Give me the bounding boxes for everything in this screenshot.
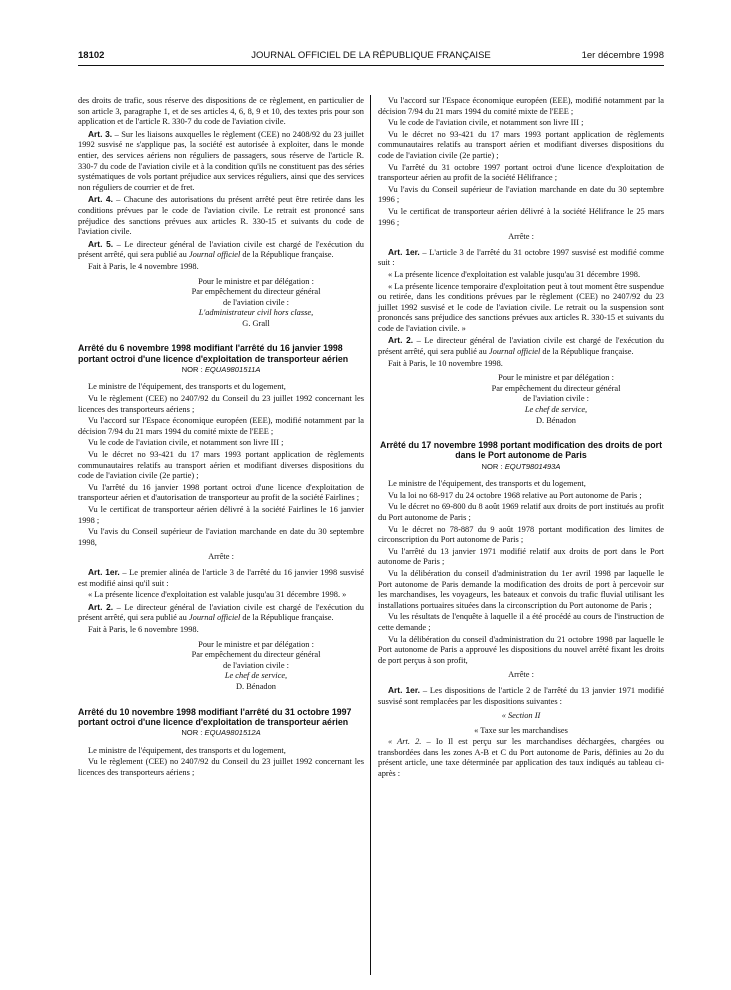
- article-text: de la République française.: [540, 347, 634, 357]
- signature-line: Par empêchement du directeur général: [491, 383, 621, 393]
- article-text: – Io Il est perçu sur les marchandises déchargées, chargées ou transbordées dans les zones A-B et C du Port autonome de Paris, définies au 2o du présent article, une taxe déterminée par application des taux indiqués au tableau ci-après :: [378, 737, 664, 779]
- left-column: [78, 96, 364, 779]
- article-text: – Le directeur général de l'aviation civile est chargé de l'exécution du présent arrêté, qui sera publié au: [378, 336, 664, 357]
- page-number: 18102: [78, 50, 105, 61]
- article-text: de la République française.: [240, 613, 334, 623]
- arrete-heading: Arrête :: [508, 232, 534, 242]
- arrete-heading: Arrête :: [208, 552, 234, 562]
- preamble-paragraph: Vu le décret no 78-887 du 9 août 1978 portant modification des limites de circonscription du Port autonome de Paris ;: [378, 524, 664, 545]
- nor-label: NOR :: [181, 364, 205, 374]
- nor-code: EQUA9801511A: [204, 364, 261, 374]
- signatory-role: Le chef de service,: [524, 405, 588, 415]
- signatory-name: D. Bénadon: [235, 681, 276, 691]
- article-text: – L'article 3 de l'arrêté du 31 octobre 1997 susvisé est modifié comme suit :: [378, 247, 664, 268]
- fait-line: Fait à Paris, le 4 novembre 1998.: [88, 261, 199, 271]
- article-label: Art. 1er.: [88, 566, 120, 577]
- preamble-paragraph: Vu les résultats de l'enquête à laquelle il a été procédé au cours de l'instruction de cette demande ;: [378, 612, 664, 632]
- column-divider: [370, 95, 371, 975]
- preamble-paragraph: Vu le certificat de transporteur aérien délivré à la société Hélifrance le 25 mars 1996 ;: [378, 206, 664, 227]
- article-text: – Les dispositions de l'article 2 de l'arrêté du 13 janvier 1971 modifié susvisé sont remplacées par les dispositions suivantes :: [378, 685, 664, 706]
- fait-line: Fait à Paris, le 10 novembre 1998.: [388, 358, 503, 368]
- article-label: Art. 4.: [88, 194, 113, 205]
- preamble-paragraph: Vu l'arrêté du 31 octobre 1997 portant octroi d'une licence d'exploitation de transporteur aérien au profit de la société Hélifrance ;: [378, 162, 664, 183]
- signature-line: Par empêchement du directeur général: [191, 650, 321, 660]
- signatory-role: Le chef de service,: [224, 671, 288, 681]
- signature-line: de l'aviation civile :: [223, 297, 289, 307]
- preamble-paragraph: Vu l'avis du Conseil supérieur de l'aviation marchande en date du 30 septembre 1998,: [78, 527, 364, 547]
- signature-line: de l'aviation civile :: [223, 660, 289, 670]
- decree-title: Arrêté du 10 novembre 1998 modifiant l'arrêté du 31 octobre 1997 portant octroi d'une licence d'exploitation de transporteur aérien: [78, 706, 352, 727]
- article-2: [78, 602, 364, 624]
- header-rule: [78, 65, 664, 66]
- nor-code: EQUT9801493A: [504, 461, 561, 471]
- decree-title: Arrêté du 17 novembre 1998 portant modification des droits de port dans le Port autonome de Paris: [379, 440, 663, 461]
- signature-line: Pour le ministre et par délégation :: [198, 276, 314, 286]
- nor-label: NOR :: [481, 461, 505, 471]
- article-label: « Art. 2.: [388, 737, 422, 747]
- preamble-paragraph: Vu l'accord sur l'Espace économique européen (EEE), modifié notamment par la décision 7/94 du 21 mars 1994 du comité mixte de l'EEE ;: [378, 96, 664, 116]
- preamble-paragraph: Le ministre de l'équipement, des transports et du logement,: [388, 479, 586, 489]
- arrete-heading: Arrête :: [508, 670, 534, 680]
- nor-label: NOR :: [181, 727, 205, 737]
- issue-date: 1er décembre 1998: [581, 50, 664, 61]
- quoted-text: « La présente licence d'exploitation est valable jusqu'au 31 décembre 1998. »: [88, 590, 347, 600]
- page-header: [78, 50, 664, 66]
- article-text: – Le directeur général de l'aviation civile est chargé de l'exécution du présent arrêté, qui sera publié au: [78, 602, 364, 623]
- preamble-paragraph: Vu l'arrêté du 16 janvier 1998 portant octroi d'une licence d'exploitation de transporteur aérien et d'autorisation de transporteur au profit de la société Fairlines ;: [78, 482, 364, 503]
- article-5: [78, 239, 364, 261]
- nor-reference: [378, 462, 664, 473]
- preamble-paragraph: Vu le décret no 93-421 du 17 mars 1993 portant application de règlements communautaires relatifs au transport aérien et modifiant diverses dispositions du code de l'aviation civile (2e partie) ;: [378, 129, 664, 160]
- article-text: – Le premier alinéa de l'article 3 de l'arrêté du 16 janvier 1998 susvisé est modifié ainsi qu'il suit :: [78, 567, 364, 588]
- preamble-paragraph: Vu l'arrêté du 13 janvier 1971 modifié relatif aux droits de port dans le Port autonome de Paris ;: [378, 546, 664, 567]
- article-1: [378, 685, 664, 707]
- preamble-paragraph: Vu la loi no 68-917 du 24 octobre 1968 relative au Port autonome de Paris ;: [388, 490, 642, 500]
- signature-line: de l'aviation civile :: [523, 394, 589, 404]
- article-label: Art. 3.: [88, 128, 113, 139]
- article-text: – Chacune des autorisations du présent arrêté peut être retirée dans les conditions prévues par le code de l'aviation civile. Le retrait est prononcé sans préjudice des sanctions prévues aux articles R. 330-15 et suivants du code de l'aviation civile.: [78, 195, 364, 237]
- section-title: « Taxe sur les marchandises: [474, 725, 568, 735]
- fait-line: Fait à Paris, le 6 novembre 1998.: [88, 624, 199, 634]
- journal-title: JOURNAL OFFICIEL DE LA RÉPUBLIQUE FRANÇAISE: [251, 50, 491, 61]
- article-4: [78, 194, 364, 237]
- article-label: Art. 2.: [388, 335, 414, 346]
- article-2: [378, 335, 664, 357]
- article-text: – Sur les liaisons auxquelles le règlement (CEE) no 2408/92 du 23 juillet 1992 susvisé ne s'applique pas, la société est autorisée à exploiter, dans le monde entier, des services aériens non réguliers de passagers, sous réserve de l'article R. 330-7 du code de l'aviation civile et à la condition qu'ils ne constituent pas des séries systématiques de vols portant préjudice aux services réguliers, ainsi que des services non réguliers de courrier et de fret.: [78, 129, 364, 192]
- article-3: [78, 129, 364, 194]
- quoted-text: « La présente licence d'exploitation est valable jusqu'au 31 décembre 1998.: [388, 269, 641, 279]
- signature-block: [148, 640, 364, 693]
- preamble-paragraph: Le ministre de l'équipement, des transports et du logement,: [88, 745, 286, 755]
- quoted-text: « La présente licence temporaire d'exploitation peut à tout moment être suspendue ou retirée, dans les conditions prévues par le règlement (CEE) no 2407/92 du 23 juillet 1992 susvisé et le code de l'aviation civile. Le retrait ou la suspension sont prononcés sans préjudice des sanctions prévues aux articles R. 330-15 et suivants du code de l'aviation civile. »: [378, 281, 664, 333]
- continued-paragraph: des droits de trafic, sous réserve des dispositions de ce règlement, en particulier de son article 3, paragraphe 1, et de ses articles 4, 6, 8, 9 et 10, des textes pris pour son application et de l'article R. 330-7 du code de l'aviation civile.: [78, 96, 364, 127]
- article-label: Art. 1er.: [388, 684, 420, 695]
- preamble-paragraph: Vu le code de l'aviation civile, et notamment son livre III ;: [88, 438, 284, 448]
- right-column: [378, 96, 664, 781]
- article-label: Art. 1er.: [388, 246, 420, 257]
- preamble-paragraph: Vu l'avis du Conseil supérieur de l'aviation marchande en date du 30 septembre 1996 ;: [378, 184, 664, 205]
- signature-line: Pour le ministre et par délégation :: [198, 639, 314, 649]
- preamble-paragraph: Vu le décret no 93-421 du 17 mars 1993 portant application de règlements communautaires relatifs au transport aérien et modifiant diverses dispositions du code de l'aviation civile (2e partie) ;: [78, 450, 364, 481]
- signatory-name: D. Bénadon: [535, 415, 576, 425]
- preamble-paragraph: Vu la délibération du conseil d'administration du 1er avril 1998 par laquelle le Port autonome de Paris demande la modification des droits de port à percevoir sur les marchandises, les voyageurs, les bateaux et convois du trafic fluvial utilisant les installations portuaires situées dans la circonscription du Port autonome de Paris ;: [378, 568, 664, 610]
- signatory-role: L'administrateur civil hors classe,: [198, 308, 314, 318]
- preamble-paragraph: Vu l'accord sur l'Espace économique européen (EEE), modifié notamment par la décision 7/94 du 21 mars 1994 du comité mixte de l'EEE ;: [78, 416, 364, 436]
- preamble-paragraph: Vu le règlement (CEE) no 2407/92 du Conseil du 23 juillet 1992 concernant les licences des transporteurs aériens ;: [78, 394, 364, 414]
- section-heading: « Section II: [501, 711, 541, 721]
- signatory-name: G. Grall: [242, 318, 270, 328]
- preamble-paragraph: Vu la délibération du conseil d'administration du 21 octobre 1998 par laquelle le Port autonome de Paris a approuvé les dispositions du nouvel arrêté fixant les droits de port perçus à son profit,: [378, 634, 664, 665]
- preamble-paragraph: Le ministre de l'équipement, des transports et du logement,: [88, 382, 286, 392]
- preamble-paragraph: Vu le certificat de transporteur aérien délivré à la société Fairlines le 16 janvier 1998 ;: [78, 505, 364, 525]
- journal-reference: Journal officiel: [188, 250, 241, 260]
- article-1: [78, 567, 364, 589]
- article-2-quoted: [378, 737, 664, 779]
- article-text: de la République française.: [240, 250, 334, 260]
- nor-reference: [78, 365, 364, 376]
- signature-block: [448, 373, 664, 426]
- nor-code: EQUA9801512A: [204, 727, 261, 737]
- article-1: [378, 247, 664, 269]
- preamble-paragraph: Vu le règlement (CEE) no 2407/92 du Conseil du 23 juillet 1992 concernant les licences des transporteurs aériens ;: [78, 757, 364, 777]
- signature-line: Pour le ministre et par délégation :: [498, 373, 614, 383]
- article-label: Art. 5.: [88, 238, 114, 249]
- signature-line: Par empêchement du directeur général: [191, 287, 321, 297]
- journal-reference: Journal officiel: [188, 613, 241, 623]
- preamble-paragraph: Vu le décret no 69-800 du 8 août 1969 relatif aux droits de port institués au profit du Port autonome de Paris ;: [378, 502, 664, 522]
- signature-block: [148, 277, 364, 330]
- article-text: – Le directeur général de l'aviation civile est chargé de l'exécution du présent arrêté, qui sera publié au: [78, 239, 364, 260]
- preamble-paragraph: Vu le code de l'aviation civile, et notamment son livre III ;: [388, 118, 584, 128]
- article-label: Art. 2.: [88, 601, 114, 612]
- decree-title: Arrêté du 6 novembre 1998 modifiant l'arrêté du 16 janvier 1998 portant octroi d'une licence d'exploitation de transporteur aérien: [78, 343, 349, 364]
- journal-reference: Journal officiel: [488, 347, 541, 357]
- nor-reference: [78, 728, 364, 739]
